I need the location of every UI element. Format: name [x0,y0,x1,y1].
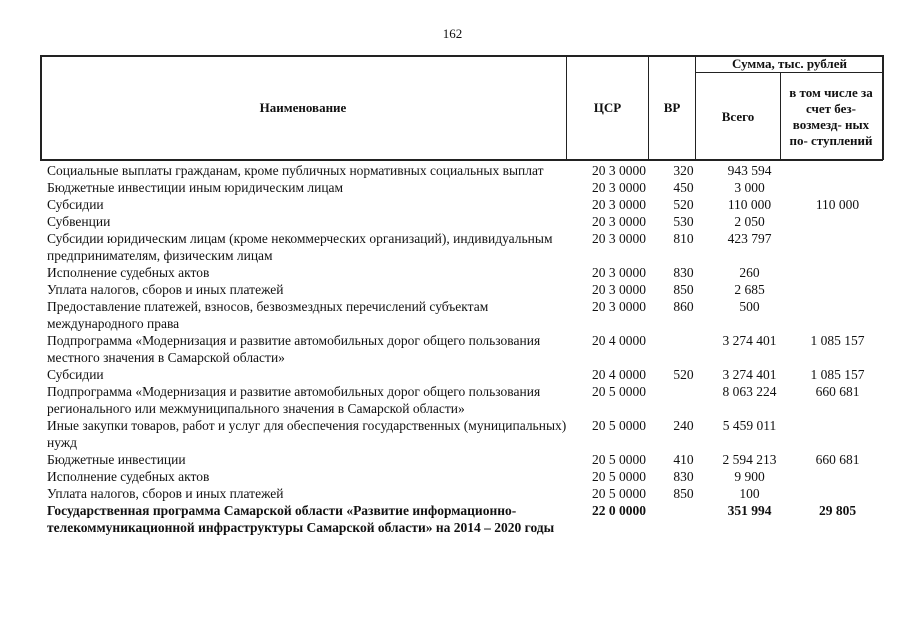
row-vr: 450 [673,180,694,195]
table-body [47,162,883,536]
row-total: 3 000 [734,180,765,195]
row-csr: 20 5 0000 [592,469,646,484]
row-csr: 20 5 0000 [592,418,646,433]
row-name: Государственная программа Самарской области «Развитие информационно-телекоммуникационной инфраструктуры Самарской области» на 2014 – 2020 годы [47,503,555,535]
row-name: Подпрограмма «Модернизация и развитие автомобильных дорог общего пользования регионального или межмуниципального значения в Самарской области» [47,384,541,416]
table-row [47,230,883,264]
header-vr: ВР [663,99,681,115]
row-vr: 240 [673,418,694,433]
row-total: 9 900 [734,469,765,484]
row-csr: 20 5 0000 [592,452,646,467]
row-name: Исполнение судебных актов [47,265,210,280]
row-csr: 20 5 0000 [592,384,646,399]
table-row [47,502,883,536]
table-row [47,281,883,298]
table-header [40,55,883,160]
row-vr: 520 [673,197,694,212]
row-vr: 530 [673,214,694,229]
row-total: 351 994 [727,503,772,518]
row-vr: 850 [673,282,694,297]
row-vr: 850 [673,486,694,501]
row-csr: 20 3 0000 [592,197,646,212]
row-total: 5 459 011 [722,418,777,433]
row-vr: 810 [673,231,694,246]
row-csr: 20 3 0000 [592,214,646,229]
header-name: Наименование [259,99,347,115]
row-total: 3 274 401 [722,367,777,382]
row-csr: 20 4 0000 [592,333,646,348]
row-total: 100 [739,486,760,501]
row-csr: 20 3 0000 [592,180,646,195]
row-free-receipts: 660 681 [815,384,860,399]
row-free-receipts: 1 085 157 [810,367,865,382]
row-vr: 320 [673,163,694,178]
table-row [47,332,883,366]
table-row [47,196,883,213]
row-csr: 22 0 0000 [592,503,646,518]
row-name: Субвенции [47,214,111,229]
row-vr: 830 [673,469,694,484]
row-name: Субсидии [47,367,104,382]
row-vr: 860 [673,299,694,314]
row-total: 3 274 401 [722,333,777,348]
page-number: 162 [442,26,463,41]
row-vr: 520 [673,367,694,382]
header-csr-cell: ЦСР [593,99,622,115]
row-vr: 410 [673,452,694,467]
row-csr: 20 3 0000 [592,299,646,314]
row-name: Социальные выплаты гражданам, кроме публичных нормативных социальных выплат [47,163,544,178]
header-sum: Сумма, тыс. рублей [732,55,847,71]
row-total: 110 000 [727,197,772,212]
table-row [47,162,883,179]
row-csr: 20 3 0000 [592,265,646,280]
row-name: Уплата налогов, сборов и иных платежей [47,486,284,501]
table-row [47,298,883,332]
table-row [47,417,883,451]
row-name: Бюджетные инвестиции иным юридическим лицам [47,180,344,195]
table-row [47,383,883,417]
row-free-receipts: 660 681 [815,452,860,467]
row-csr: 20 3 0000 [592,282,646,297]
row-name: Субсидии [47,197,104,212]
row-csr: 20 3 0000 [592,231,646,246]
row-name: Уплата налогов, сборов и иных платежей [47,282,284,297]
row-name: Субсидии юридическим лицам (кроме некоммерческих организаций), индивидуальным предпринимателям, физическим лицам [47,231,553,263]
header-total: Всего [721,108,755,124]
row-total: 8 063 224 [722,384,777,399]
table-row [47,366,883,383]
row-total: 260 [739,265,760,280]
row-csr: 20 4 0000 [592,367,646,382]
row-name: Подпрограмма «Модернизация и развитие автомобильных дорог общего пользования местного значения в Самарской области» [47,333,541,365]
row-free-receipts: 1 085 157 [810,333,865,348]
row-name: Иные закупки товаров, работ и услуг для обеспечения государственных (муниципальных) нужд [47,418,567,450]
row-total: 2 594 213 [722,452,777,467]
table-row [47,451,883,468]
table-row [47,264,883,281]
row-name: Исполнение судебных актов [47,469,210,484]
table-row [47,179,883,196]
header-divider-total [780,72,781,160]
row-csr: 20 3 0000 [592,163,646,178]
row-name: Предоставление платежей, взносов, безвозмездных перечислений субъектам международного права [47,299,489,331]
row-csr: 20 5 0000 [592,486,646,501]
row-total: 2 685 [734,282,765,297]
header-free-receipts: в том числе за счет без- возмезд- ных по- ступлений [789,84,873,148]
row-total: 943 594 [727,163,772,178]
row-total: 423 797 [727,231,772,246]
table-row [47,468,883,485]
row-free-receipts: 29 805 [818,503,857,518]
table-row [47,213,883,230]
row-total: 500 [739,299,760,314]
row-total: 2 050 [734,214,765,229]
row-vr: 830 [673,265,694,280]
row-name: Бюджетные инвестиции [47,452,186,467]
table-row [47,485,883,502]
row-free-receipts: 110 000 [815,197,860,212]
